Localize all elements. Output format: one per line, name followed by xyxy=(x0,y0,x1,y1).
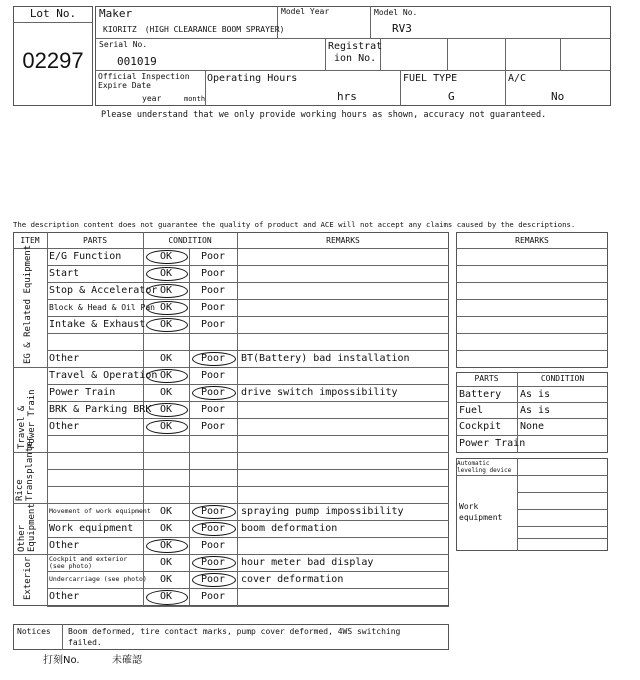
row-ok-option: OK xyxy=(159,267,173,279)
row-ok-option: OK xyxy=(159,301,173,313)
right-condition-value: As is xyxy=(520,405,551,416)
row-poor-option: Poor xyxy=(200,573,226,585)
group-eg: EG & Related Equipment xyxy=(23,244,33,364)
row-remark: boom deformation xyxy=(241,522,338,534)
row-ok-option: OK xyxy=(159,352,173,364)
ok-selected-circle xyxy=(146,318,188,332)
serial-no-value: 001019 xyxy=(117,55,157,68)
right-condition-value: None xyxy=(520,421,545,432)
inspection-label-1: Official Inspection xyxy=(98,72,190,81)
poor-selected-circle xyxy=(192,505,236,519)
work-equipment-label-2: equipment xyxy=(459,513,503,522)
row-ok-option: OK xyxy=(159,369,173,381)
row-part-label: Block & Head & Oil Pan xyxy=(49,302,155,312)
row-poor-option: Poor xyxy=(200,539,226,551)
row-remark: BT(Battery) bad installation xyxy=(241,352,410,364)
row-poor-option: Poor xyxy=(200,284,226,296)
row-part-label: Intake & Exhaust xyxy=(49,318,146,330)
right-remarks-box xyxy=(456,232,608,368)
col-parts: PARTS xyxy=(82,236,108,245)
maker-label: Maker xyxy=(99,7,133,20)
ok-selected-circle xyxy=(146,267,188,281)
fuel-type-value: G xyxy=(448,90,455,103)
ok-selected-circle xyxy=(146,284,188,298)
right-part-label: Fuel xyxy=(459,405,484,416)
row-part-label: Stop & Accelerator xyxy=(49,284,158,296)
poor-selected-circle xyxy=(192,573,236,587)
row-poor-option: Poor xyxy=(200,505,226,517)
poor-selected-circle xyxy=(192,522,236,536)
poor-selected-circle xyxy=(192,352,236,366)
row-part-label: BRK & Parking BRK xyxy=(49,403,152,415)
registration-label-1: Registrat xyxy=(328,41,383,52)
row-ok-option: OK xyxy=(159,505,173,517)
row-poor-option: Poor xyxy=(200,301,226,313)
ok-selected-circle xyxy=(146,539,188,553)
row-ok-option: OK xyxy=(159,386,173,398)
group-exterior: Exterior xyxy=(23,556,33,600)
ac-label: A/C xyxy=(508,73,527,84)
row-part-label: Power Train xyxy=(49,386,116,398)
right-condition-value: As is xyxy=(520,389,551,400)
ok-selected-circle xyxy=(146,403,188,417)
col-remarks: REMARKS xyxy=(326,236,360,245)
row-poor-option: Poor xyxy=(200,267,226,279)
model-year-label: Model Year xyxy=(281,7,330,16)
month-label: month xyxy=(184,95,206,103)
right-remarks-header: REMARKS xyxy=(515,236,549,245)
serial-no-label: Serial No. xyxy=(99,40,148,49)
inspection-label-2: Expire Date xyxy=(98,81,151,90)
row-remark: drive switch impossibility xyxy=(241,386,398,398)
right-part-label: Battery xyxy=(459,389,502,400)
row-ok-option: OK xyxy=(159,403,173,415)
row-ok-option: OK xyxy=(159,250,173,262)
right-parts-label: PARTS xyxy=(474,374,499,383)
group-travel: Travel & Power Train xyxy=(17,389,37,449)
row-ok-option: OK xyxy=(159,539,173,551)
row-poor-option: Poor xyxy=(200,318,226,330)
model-no-label: Model No. xyxy=(374,8,418,17)
ac-value: No xyxy=(551,90,565,103)
auto-leveling-label: Automatic leveling device xyxy=(457,460,512,474)
row-remark: cover deformation xyxy=(241,573,344,585)
row-ok-option: OK xyxy=(159,573,173,585)
stamp-no-label: 打刻No. xyxy=(43,655,80,666)
ok-selected-circle xyxy=(146,250,188,264)
row-ok-option: OK xyxy=(159,318,173,330)
row-part-label: E/G Function xyxy=(49,250,122,262)
right-part-label: Cockpit xyxy=(459,421,502,432)
hrs-label: hrs xyxy=(337,90,357,103)
work-equipment-label-1: Work xyxy=(459,502,479,511)
row-part-label: Undercarriage (see photo) xyxy=(49,575,147,584)
row-poor-option: Poor xyxy=(200,403,226,415)
row-poor-option: Poor xyxy=(200,369,226,381)
row-ok-option: OK xyxy=(159,556,173,568)
row-poor-option: Poor xyxy=(200,386,226,398)
group-rice: Rice Transplanter xyxy=(15,435,35,501)
ok-selected-circle xyxy=(146,420,188,434)
lot-no-label: Lot No. xyxy=(29,7,77,20)
row-ok-option: OK xyxy=(159,522,173,534)
col-condition: CONDITION xyxy=(168,236,212,245)
row-poor-option: Poor xyxy=(200,352,226,364)
maker-value: KIORITZ (HIGH CLEARANCE BOOM SPRAYER) xyxy=(103,25,285,34)
row-poor-option: Poor xyxy=(200,591,226,602)
row-part-label: Movement of work equipment xyxy=(49,507,151,516)
row-ok-option: OK xyxy=(159,591,173,602)
row-part-label: Travel & Operation xyxy=(49,369,158,381)
disclaimer: The description content does not guarantee the quality of product and ACE will not accept any claims caused by the descriptions. xyxy=(13,220,576,229)
registration-label-2: ion No. xyxy=(334,53,377,64)
ok-selected-circle xyxy=(146,590,188,605)
col-item: ITEM xyxy=(20,236,40,245)
row-part-label: Work equipment xyxy=(49,522,134,534)
hours-note: Please understand that we only provide working hours as shown, accuracy not guaranteed. xyxy=(101,110,547,120)
row-ok-option: OK xyxy=(159,284,173,296)
poor-selected-circle xyxy=(192,556,236,570)
row-part-label: Other xyxy=(49,591,80,602)
notices-text-1: Boom deformed, tire contact marks, pump cover deformed, 4WS switching xyxy=(68,627,401,636)
row-poor-option: Poor xyxy=(200,556,226,568)
row-poor-option: Poor xyxy=(200,420,226,432)
model-no-value: RV3 xyxy=(392,22,412,35)
row-poor-option: Poor xyxy=(200,250,226,262)
right-part-label: Power Train xyxy=(459,438,526,449)
row-part-label: Other xyxy=(49,352,80,364)
operating-hours-label: Operating Hours xyxy=(207,73,298,84)
fuel-type-label: FUEL TYPE xyxy=(403,73,458,84)
row-part-label: Other xyxy=(49,539,80,551)
ok-selected-circle xyxy=(146,369,188,383)
ok-selected-circle xyxy=(146,301,188,315)
row-part-label: Cockpit and exterior (see photo) xyxy=(49,555,128,570)
row-ok-option: OK xyxy=(159,420,173,432)
stamp-status: 未確認 xyxy=(112,655,142,666)
right-condition-label: CONDITION xyxy=(540,374,585,383)
row-part-label: Start xyxy=(49,267,80,279)
notices-text-2: failed. xyxy=(68,638,102,647)
lot-number: 02297 xyxy=(22,48,84,73)
row-part-label: Other xyxy=(49,420,80,432)
group-other: Other Equipment xyxy=(17,503,37,552)
row-remark: hour meter bad display xyxy=(241,556,374,568)
poor-selected-circle xyxy=(192,386,236,400)
row-remark: spraying pump impossibility xyxy=(241,505,404,517)
notices-label: Notices xyxy=(17,627,51,636)
year-label: year xyxy=(142,94,162,103)
row-poor-option: Poor xyxy=(200,522,226,534)
